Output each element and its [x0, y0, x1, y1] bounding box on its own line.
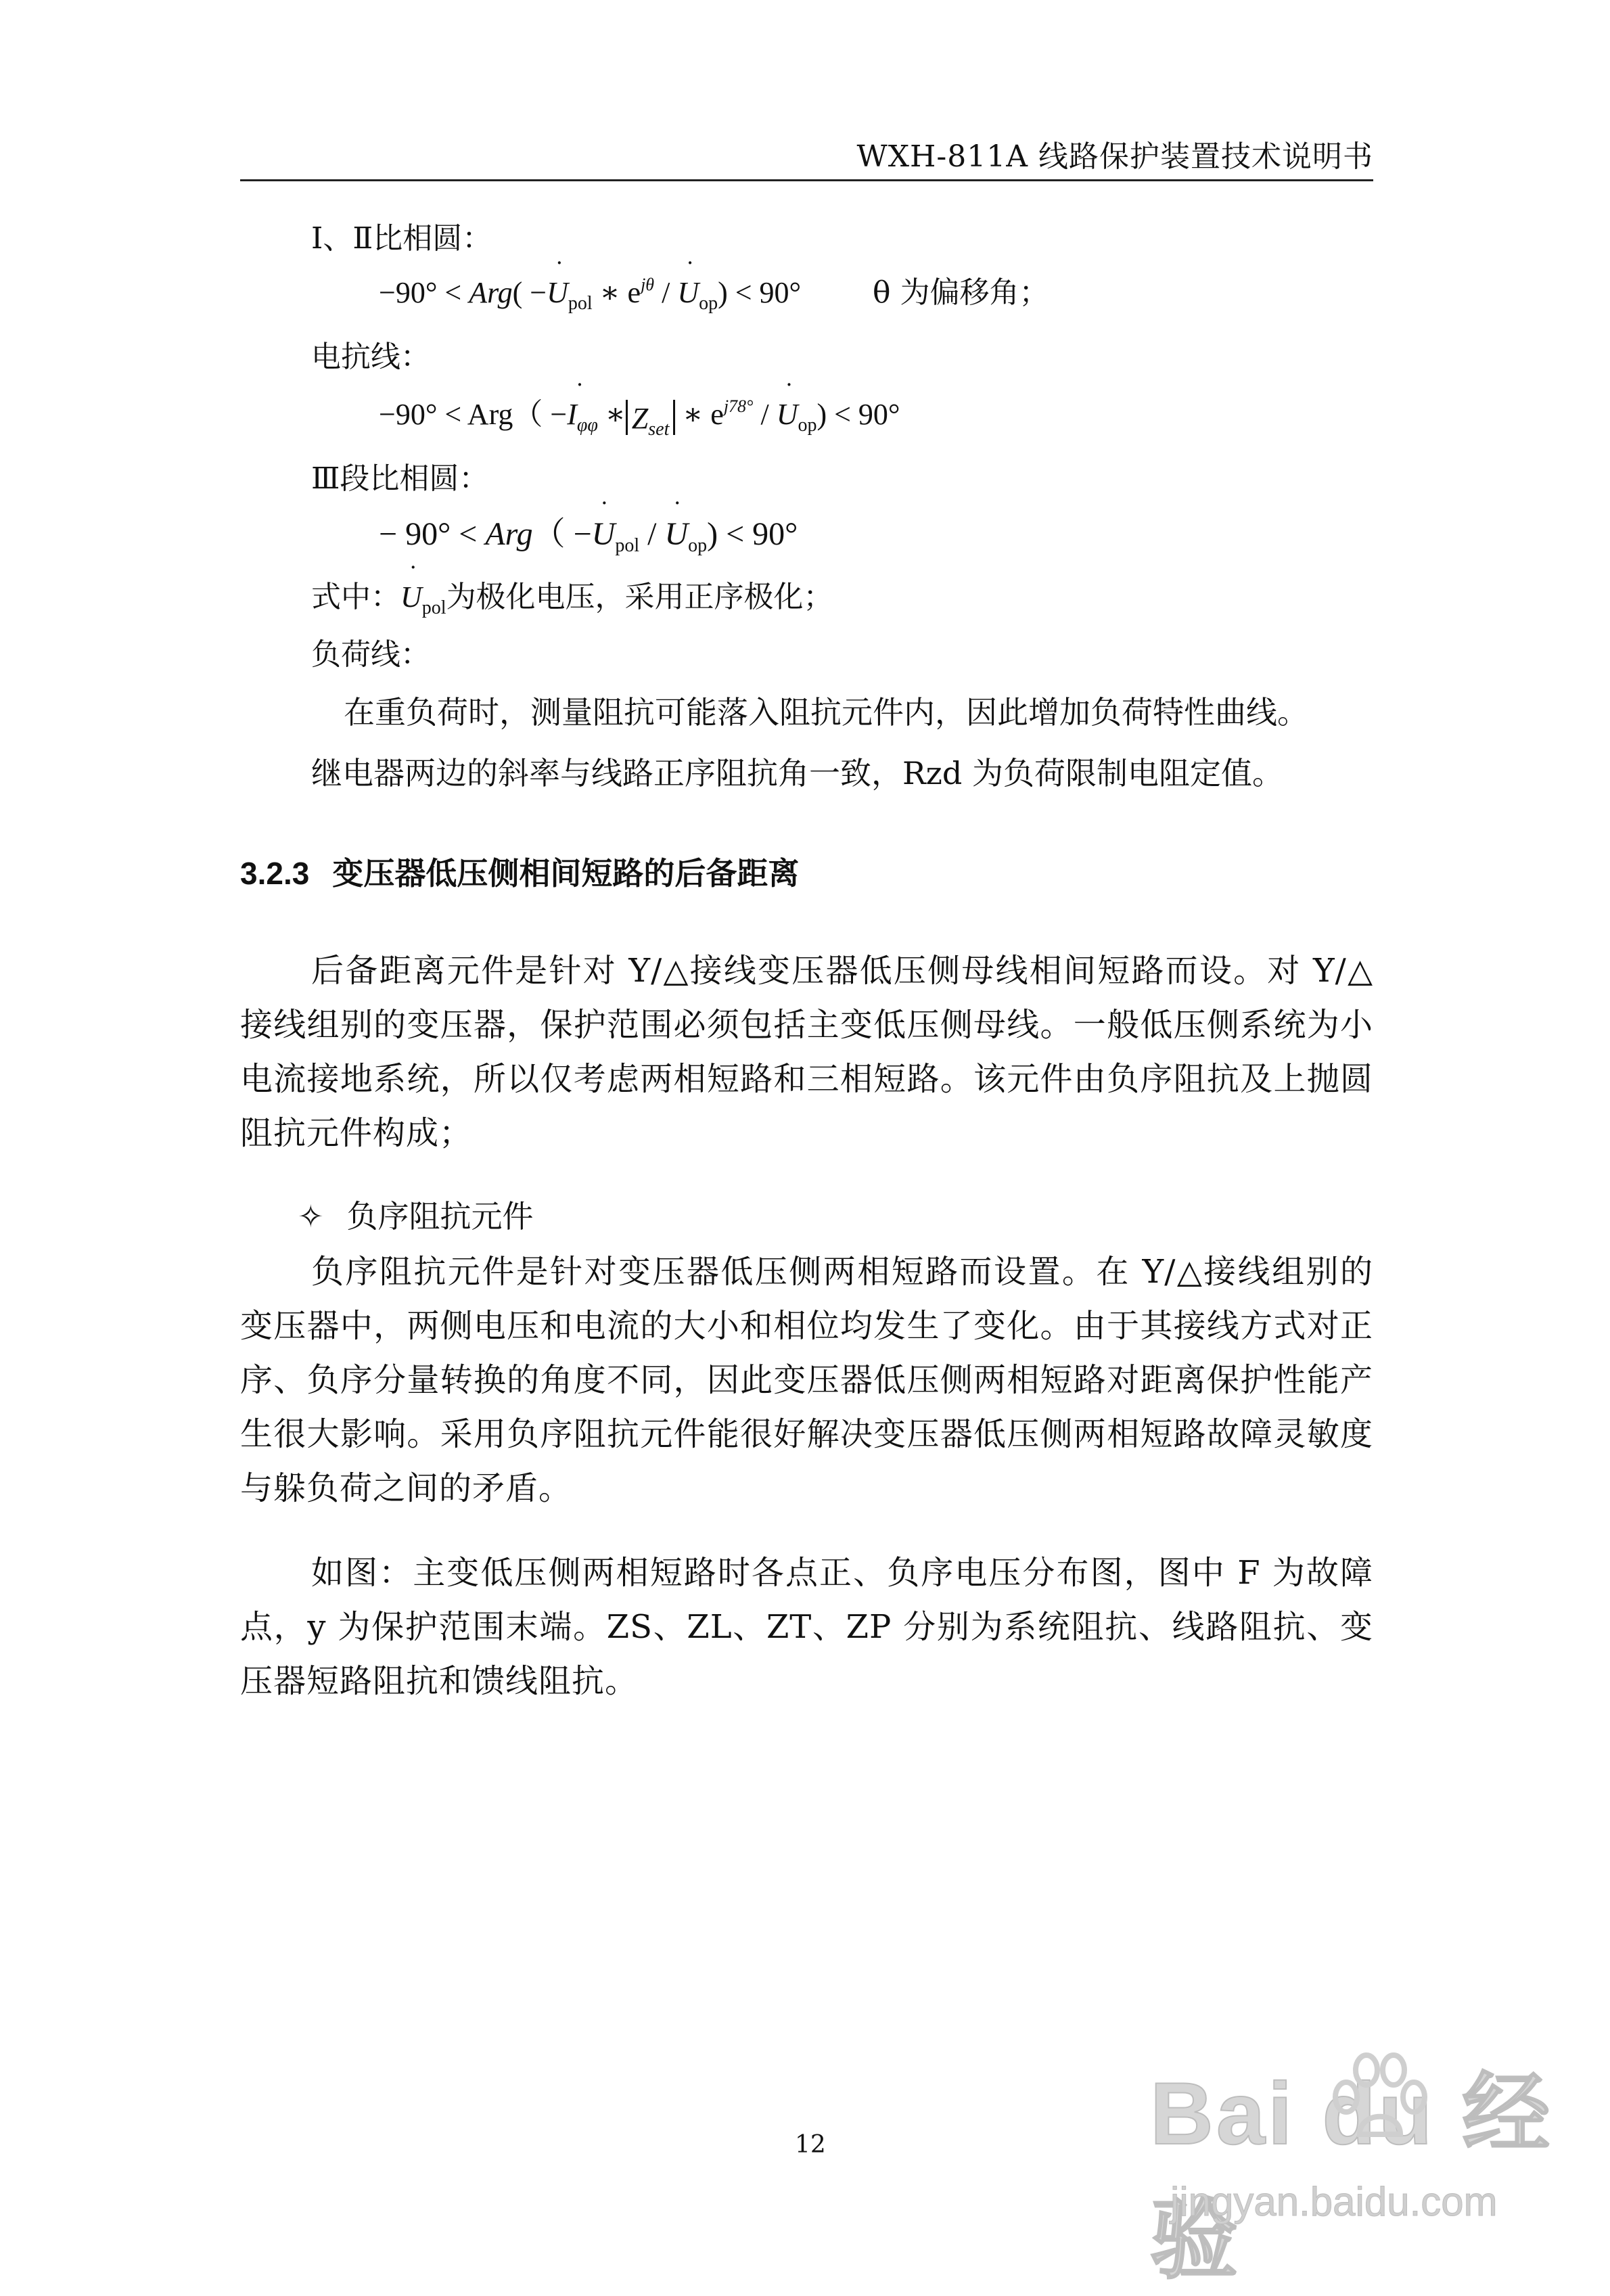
page-header — [240, 132, 1373, 181]
offset-angle-note: θ 为偏移角； — [873, 275, 1049, 310]
section-heading — [240, 849, 799, 894]
line-relay-slope: 继电器两边的斜率与线路正序阻抗角一致，Rzd 为负荷限制电阻定值。 — [311, 755, 1283, 791]
header-title: WXH-811A 线路保护装置技术说明书 — [856, 139, 1373, 174]
section-title: 变压器低压侧相间短路的后备距离 — [332, 856, 800, 891]
line-reactance-label: 电抗线： — [311, 340, 430, 374]
formula-reactance: −90° < Arg（ −˙ $I_{\varphi\varphi}$ ∗ $Z_{set}$ ∗ $e^{j78^\circ}$ / ˙ $U_{op}) < 90^\circ$ — [379, 396, 900, 437]
paragraph-backup-distance: 后备距离元件是针对 Y/△接线变压器低压侧母线相间短路而设。对 Y/△接线组别的变压器，保护范围必须包括主变低压侧母线。一般低压侧系统为小电流接地系统，所以仅考虑两相短路和三相短路。该元件由负序阻抗及上抛圆阻抗元件构成； — [240, 952, 1373, 1152]
paw-icon — [1326, 2050, 1434, 2144]
formula-phase-circle: −90° < Arg( −˙ $U_{pol}$ ∗ $e^{j\theta}$ / ˙ $U_{op}) < 90^\circ$ — [379, 274, 801, 315]
diamond-bullet-icon: ✧ — [298, 1198, 324, 1235]
line-load-label: 负荷线： — [311, 637, 430, 672]
page-number: 12 — [795, 2131, 826, 2159]
paragraph-figure-description: 如图：主变低压侧两相短路时各点正、负序电压分布图，图中 F 为故障点，y 为保护范围末端。ZS、ZL、ZT、ZP 分别为系统阻抗、线路阻抗、变压器短路阻抗和馈线阻抗。 — [240, 1554, 1373, 1700]
formula-zone3: − 90° < Arg（ −˙ $U_{pol}$ / ˙ $U_{op}) < 90^\circ$ — [379, 514, 798, 557]
line-heavy-load: 在重负荷时，测量阻抗可能落入阻抗元件内，因此增加负荷特性曲线。 — [344, 694, 1308, 731]
line-zone3-label: Ⅲ段比相圆： — [311, 461, 489, 496]
line-polarization-note: 式中：˙ $U_{pol}$为极化电压，采用正序极化； — [311, 578, 833, 620]
baidu-watermark — [1150, 2043, 1569, 2289]
watermark-logo: Bai du 经验 — [1150, 2064, 1553, 2289]
watermark-url: jingyan.baidu.com — [1170, 2179, 1498, 2224]
section-number: 3.2.3 — [240, 856, 310, 891]
paragraph-negative-sequence: 负序阻抗元件是针对变压器低压侧两相短路而设置。在 Y/△接线组别的变压器中，两侧电压和电流的大小和相位均发生了变化。由于其接线方式对正序、负序分量转换的角度不同，因此变压器低压侧两相短路对距离保护性能产生很大影响。采用负序阻抗元件能很好解决变压器低压侧两相短路故障灵敏度与躲负荷之间的矛盾。 — [240, 1253, 1373, 1507]
bullet-negative-sequence: ✧ 负序阻抗元件 — [298, 1198, 534, 1235]
line-phase-circle-label: Ⅰ、Ⅱ比相圆： — [311, 221, 492, 256]
